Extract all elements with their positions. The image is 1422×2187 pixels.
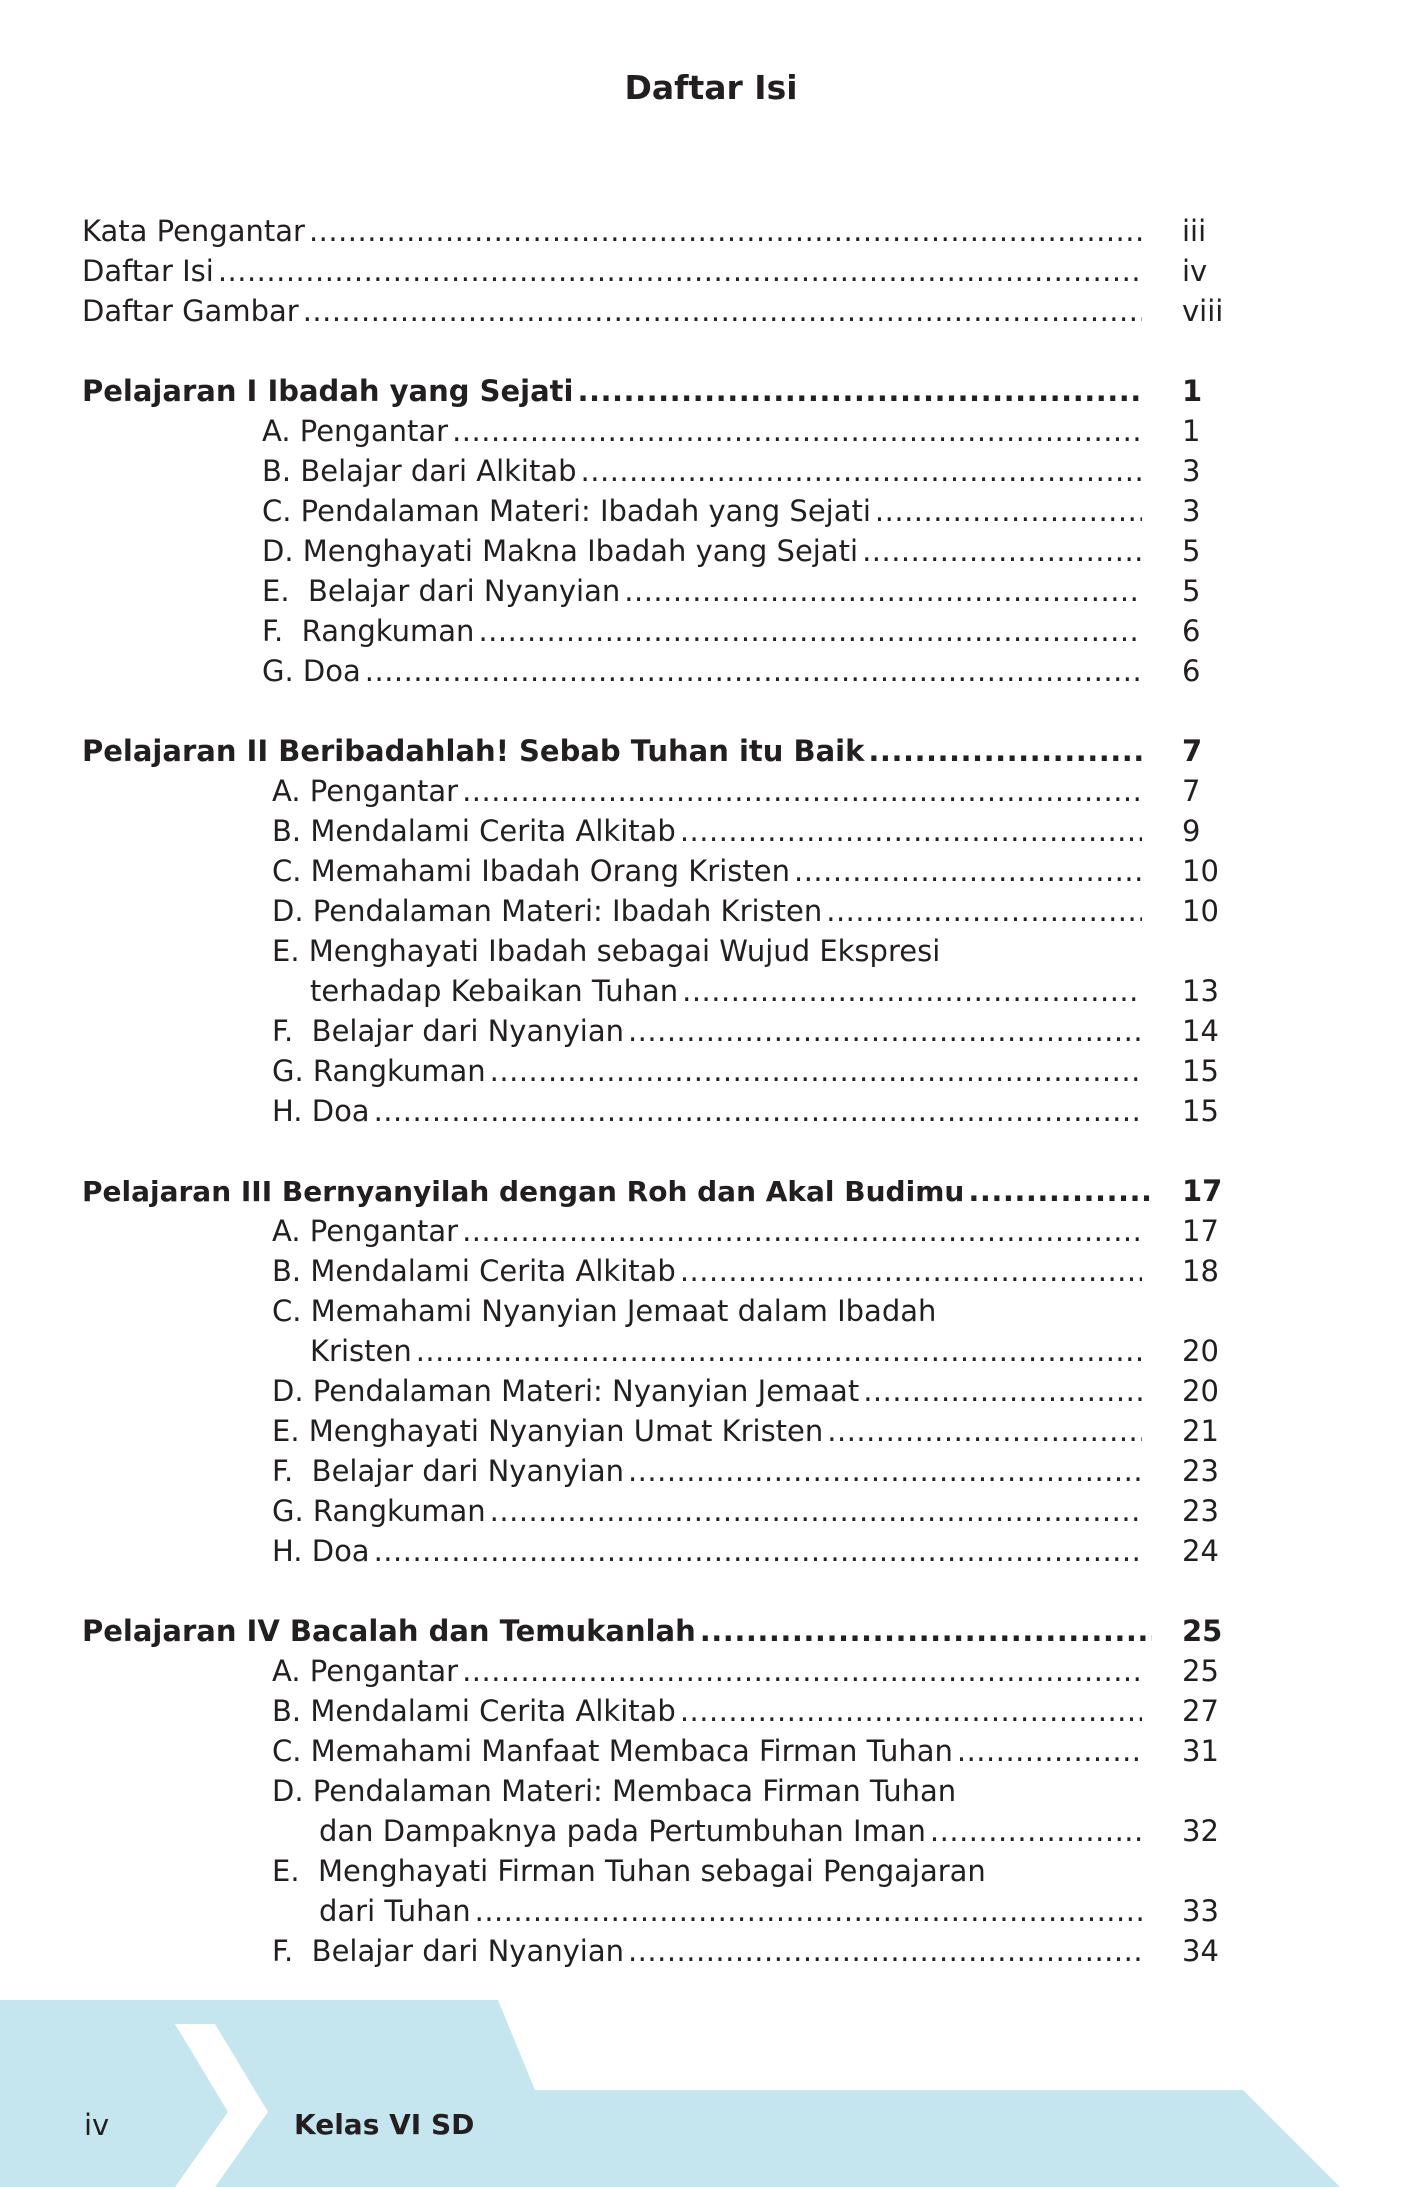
dot-leader — [365, 651, 1142, 691]
toc-entry-label: Daftar Isi — [82, 254, 214, 288]
toc-entry[interactable] — [82, 651, 1232, 691]
toc-entry-label: E. Menghayati Ibadah sebagai Wujud Ekspresi — [272, 934, 941, 968]
dot-leader — [968, 1171, 1152, 1211]
dot-leader — [826, 891, 1142, 931]
toc-entry-label: B. Mendalami Cerita Alkitab — [272, 814, 676, 848]
toc-entry-page: 13 — [1182, 974, 1219, 1008]
dot-leader — [700, 1611, 1152, 1651]
toc-entry[interactable] — [82, 1531, 1232, 1571]
toc-entry-label: G. Rangkuman — [272, 1494, 486, 1528]
toc-entry-label: A. Pengantar — [272, 1654, 459, 1688]
dot-leader — [863, 1371, 1142, 1411]
toc-entry-label: terhadap Kebaikan Tuhan — [310, 974, 679, 1008]
toc-entry[interactable] — [82, 811, 1232, 851]
toc-entry-page: 31 — [1182, 1734, 1219, 1768]
dot-leader — [794, 851, 1142, 891]
toc-entry-page: 15 — [1182, 1094, 1219, 1128]
toc-entry-page: viii — [1182, 294, 1224, 328]
dot-leader — [628, 1931, 1142, 1971]
toc-entry-label: dan Dampaknya pada Pertumbuhan Iman — [319, 1814, 926, 1848]
toc-entry-label: D. Pendalaman Materi: Nyanyian Jemaat — [272, 1374, 860, 1408]
dot-leader — [875, 491, 1142, 531]
dot-leader — [452, 411, 1142, 451]
toc-entry-label: Kristen — [310, 1334, 412, 1368]
toc-entry-page: 18 — [1182, 1254, 1219, 1288]
toc-entry[interactable] — [82, 1411, 1232, 1451]
toc-entry-page: 10 — [1182, 854, 1219, 888]
toc-entry-label: B. Mendalami Cerita Alkitab — [272, 1694, 676, 1728]
toc-entry-page: 3 — [1182, 494, 1201, 528]
toc-entry-page: 5 — [1182, 574, 1201, 608]
toc-entry[interactable] — [82, 1211, 1232, 1251]
toc-entry-continuation[interactable] — [82, 1891, 1232, 1931]
toc-entry-page: 15 — [1182, 1054, 1219, 1088]
toc-entry-label: A. Pengantar — [262, 414, 449, 448]
dot-leader — [628, 1451, 1142, 1491]
toc-entry-label: Kata Pengantar — [82, 214, 305, 248]
dot-leader — [868, 731, 1142, 771]
dot-leader — [682, 971, 1142, 1011]
toc-entry-page: 5 — [1182, 534, 1201, 568]
toc-entry[interactable] — [82, 1051, 1232, 1091]
toc-entry[interactable] — [82, 931, 1232, 971]
toc-entry-page: 25 — [1182, 1654, 1219, 1688]
toc-entry-page: 20 — [1182, 1374, 1219, 1408]
dot-leader — [490, 1051, 1142, 1091]
toc-chapter-label: Pelajaran I Ibadah yang Sejati — [82, 374, 574, 408]
toc-entry[interactable] — [82, 851, 1232, 891]
toc-entry-page: 32 — [1182, 1814, 1219, 1848]
dot-leader — [309, 211, 1142, 251]
toc-entry[interactable] — [82, 1731, 1232, 1771]
toc-entry[interactable] — [82, 211, 1232, 251]
toc-entry[interactable] — [82, 1931, 1232, 1971]
toc-entry-label: F. Belajar dari Nyanyian — [272, 1934, 624, 1968]
toc-entry[interactable] — [82, 531, 1232, 571]
toc-entry-page: 23 — [1182, 1494, 1219, 1528]
toc-chapter-entry[interactable] — [82, 371, 1232, 411]
dot-leader — [303, 291, 1142, 331]
toc-chapter-entry[interactable] — [82, 1171, 1232, 1211]
toc-entry-page: 1 — [1182, 414, 1201, 448]
class-label: Kelas VI SD — [294, 2108, 475, 2141]
toc-entry-label: A. Pengantar — [272, 774, 459, 808]
dot-leader — [628, 1011, 1142, 1051]
toc-entry-label: C. Memahami Ibadah Orang Kristen — [272, 854, 790, 888]
toc-entry-page: 23 — [1182, 1454, 1219, 1488]
toc-entry-page: 9 — [1182, 814, 1201, 848]
toc-entry-page: iii — [1182, 214, 1207, 248]
toc-entry-page: 6 — [1182, 654, 1201, 688]
toc-entry-continuation[interactable] — [82, 971, 1232, 1011]
toc-entry-page: 21 — [1182, 1414, 1219, 1448]
dot-leader — [462, 771, 1142, 811]
toc-entry[interactable] — [82, 251, 1232, 291]
toc-entry[interactable] — [82, 1851, 1232, 1891]
toc-entry-page: 10 — [1182, 894, 1219, 928]
dot-leader — [930, 1811, 1142, 1851]
dot-leader — [957, 1731, 1142, 1771]
dot-leader — [577, 371, 1142, 411]
toc-entry[interactable] — [82, 291, 1232, 331]
toc-entry-page: iv — [1182, 254, 1208, 288]
dot-leader — [862, 531, 1142, 571]
dot-leader — [462, 1211, 1142, 1251]
toc-entry-label: E. Menghayati Firman Tuhan sebagai Pengajaran — [272, 1854, 986, 1888]
toc-chapter-page: 17 — [1182, 1174, 1223, 1208]
toc-chapter-entry[interactable] — [82, 731, 1232, 771]
toc-entry-label: B. Mendalami Cerita Alkitab — [272, 1254, 676, 1288]
toc-chapter-page: 7 — [1182, 734, 1203, 768]
toc-entry[interactable] — [82, 1251, 1232, 1291]
dot-leader — [374, 1091, 1142, 1131]
toc-entry-label: Daftar Gambar — [82, 294, 299, 328]
toc-entry[interactable] — [82, 611, 1232, 651]
dot-leader — [680, 1691, 1142, 1731]
toc-entry-page: 27 — [1182, 1694, 1219, 1728]
dot-leader — [478, 611, 1142, 651]
dot-leader — [581, 451, 1142, 491]
dot-leader — [475, 1891, 1142, 1931]
dot-leader — [462, 1651, 1142, 1691]
toc-entry[interactable] — [82, 1491, 1232, 1531]
toc-entry-label: D. Menghayati Makna Ibadah yang Sejati — [262, 534, 859, 568]
toc-entry[interactable] — [82, 411, 1232, 451]
toc-entry[interactable] — [82, 1371, 1232, 1411]
toc-entry-page: 24 — [1182, 1534, 1219, 1568]
footer-band — [0, 2000, 1422, 2187]
dot-leader — [490, 1491, 1142, 1531]
dot-leader — [680, 811, 1142, 851]
toc-chapter-page: 25 — [1182, 1614, 1223, 1648]
toc-entry[interactable] — [82, 1691, 1232, 1731]
toc-entry[interactable] — [82, 1011, 1232, 1051]
toc-chapter-page: 1 — [1182, 374, 1203, 408]
toc-entry-label: F. Belajar dari Nyanyian — [272, 1014, 624, 1048]
dot-leader — [680, 1251, 1142, 1291]
dot-leader — [416, 1331, 1142, 1371]
toc-entry[interactable] — [82, 1451, 1232, 1491]
toc-entry-page: 33 — [1182, 1894, 1219, 1928]
dot-leader — [624, 571, 1142, 611]
toc-entry-label: F. Rangkuman — [262, 614, 475, 648]
toc-entry[interactable] — [82, 771, 1232, 811]
toc-entry-page: 34 — [1182, 1934, 1219, 1968]
toc-entry-label: D. Pendalaman Materi: Ibadah Kristen — [272, 894, 823, 928]
toc-entry-label: E. Menghayati Nyanyian Umat Kristen — [272, 1414, 824, 1448]
dot-leader — [827, 1411, 1142, 1451]
toc-entry[interactable] — [82, 1091, 1232, 1131]
toc-entry-continuation[interactable] — [82, 1331, 1232, 1371]
toc-entry-label: D. Pendalaman Materi: Membaca Firman Tuhan — [272, 1774, 957, 1808]
toc-entry-page: 14 — [1182, 1014, 1219, 1048]
toc-entry-label: A. Pengantar — [272, 1214, 459, 1248]
toc-entry-label: C. Pendalaman Materi: Ibadah yang Sejati — [262, 494, 871, 528]
page-title: Daftar Isi — [624, 68, 798, 107]
toc-entry-label: G. Rangkuman — [272, 1054, 486, 1088]
toc-entry-label: E. Belajar dari Nyanyian — [262, 574, 621, 608]
toc-entry-page: 6 — [1182, 614, 1201, 648]
toc-chapter-label: Pelajaran II Beribadahlah! Sebab Tuhan itu Baik — [82, 734, 865, 768]
toc-entry[interactable] — [82, 891, 1232, 931]
toc-entry-page: 3 — [1182, 454, 1201, 488]
toc-chapter-label: Pelajaran III Bernyanyilah dengan Roh dan Akal Budimu — [82, 1175, 965, 1208]
toc-entry-label: F. Belajar dari Nyanyian — [272, 1454, 624, 1488]
toc-entry[interactable] — [82, 571, 1232, 611]
toc-entry-label: G. Doa — [262, 654, 361, 688]
toc-entry-page: 7 — [1182, 774, 1201, 808]
toc-chapter-entry[interactable] — [82, 1611, 1232, 1651]
dot-leader — [374, 1531, 1142, 1571]
toc-entry[interactable] — [82, 491, 1232, 531]
toc-entry-label: C. Memahami Nyanyian Jemaat dalam Ibadah — [272, 1294, 937, 1328]
toc-entry-page: 20 — [1182, 1334, 1219, 1368]
toc-entry[interactable] — [82, 1651, 1232, 1691]
toc-entry[interactable] — [82, 1291, 1232, 1331]
toc-entry-label: B. Belajar dari Alkitab — [262, 454, 577, 488]
toc-entry-label: dari Tuhan — [319, 1894, 471, 1928]
page-number: iv — [84, 2108, 110, 2142]
dot-leader — [218, 251, 1142, 291]
toc-entry-continuation[interactable] — [82, 1811, 1232, 1851]
toc-entry-label: H. Doa — [272, 1094, 370, 1128]
toc-entry-page: 17 — [1182, 1214, 1219, 1248]
toc-entry[interactable] — [82, 1771, 1232, 1811]
toc-entry-label: C. Memahami Manfaat Membaca Firman Tuhan — [272, 1734, 953, 1768]
toc-entry-label: H. Doa — [272, 1534, 370, 1568]
toc-chapter-label: Pelajaran IV Bacalah dan Temukanlah — [82, 1614, 696, 1648]
toc-entry[interactable] — [82, 451, 1232, 491]
